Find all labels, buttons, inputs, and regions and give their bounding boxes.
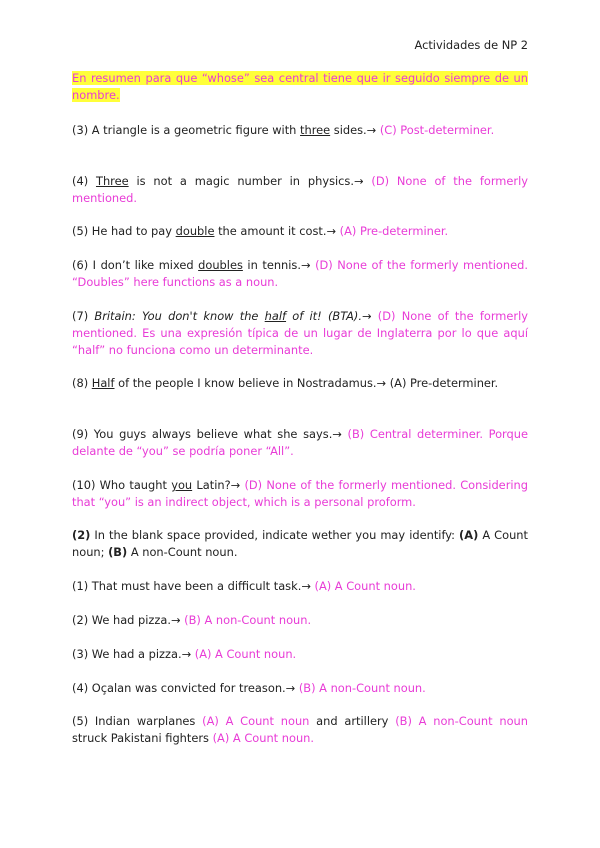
underlined-word: you [171, 478, 193, 492]
item-text: in tennis.→ [242, 258, 316, 272]
answer-text: (B) A non-Count noun. [184, 613, 312, 627]
option-label: (B) [108, 544, 128, 559]
underlined-word: Half [91, 376, 115, 390]
answer-text: (D) None of the formerly mentioned. Es una expresión típica de un lugar de Inglaterra por lo que aquí “half” no funciona como un determinante. [72, 309, 528, 357]
exercise-item [72, 375, 528, 392]
answer-text: (A) A Count noun [195, 714, 310, 728]
exercise-item [72, 173, 528, 207]
item-text: (9) You guys always believe what she says.→ [72, 427, 348, 441]
item-text: (7) [72, 309, 95, 323]
underlined-word: half [264, 309, 287, 323]
exercise-item [72, 223, 528, 240]
exercise-item [72, 477, 528, 511]
exercise-item [72, 612, 528, 629]
exercise-item [72, 713, 528, 747]
underlined-word: Three [95, 174, 129, 188]
section-number: (2) [72, 528, 91, 542]
option-text: A Count noun; [72, 528, 528, 559]
item-text: struck Pakistani fighters [72, 730, 213, 745]
item-text: (8) [72, 376, 92, 390]
italic-text: Britain: You don't know the [94, 309, 265, 323]
answer-text: (C) Post-determiner. [379, 123, 495, 137]
exercise-item [72, 122, 528, 139]
instruction-text: In the blank space provided, indicate wether you may identify: [90, 528, 460, 542]
item-text: Latin?→ [192, 478, 245, 492]
answer-text: (A) A Count noun. [194, 647, 297, 661]
option-label: (A) [459, 528, 479, 542]
item-text: (6) I don’t like mixed [72, 258, 199, 272]
underlined-word: double [175, 224, 215, 238]
item-text: (4) [72, 174, 96, 188]
option-text: A non-Count noun. [127, 544, 238, 559]
italic-text: of it! (BTA). [286, 309, 362, 323]
exercise-item [72, 646, 528, 663]
item-text: of the people I know believe in Nostradamus.→ (A) Pre-determiner. [114, 376, 499, 390]
exercise-item [72, 680, 528, 697]
answer-text: (A) A Count noun. [212, 730, 315, 745]
section-instruction [72, 527, 528, 561]
answer-text: (B) A non-Count noun. [298, 681, 426, 695]
answer-text: (D) None of the formerly mentioned. Considering that “you” is an indirect object, which is a personal proform. [72, 478, 528, 509]
answer-text: (B) A non-Count noun [395, 714, 528, 728]
underlined-word: doubles [198, 258, 243, 272]
item-text: (2) We had pizza.→ [72, 613, 185, 627]
exercise-item [72, 257, 528, 291]
item-text: is not a magic number in physics.→ [128, 174, 372, 188]
answer-text: (D) None of the formerly mentioned. [72, 174, 528, 205]
answer-text: (A) Pre-determiner. [339, 224, 449, 238]
item-text: sides.→ [330, 123, 380, 137]
exercise-item [72, 578, 528, 595]
answer-text: (A) A Count noun. [314, 579, 416, 593]
summary-note [72, 70, 528, 104]
item-text: (5) Indian warplanes [72, 714, 196, 728]
answer-text: (B) Central determiner. Porque delante de “you” se podría poner “All”. [72, 427, 528, 458]
item-text: (1) That must have been a difficult task.→ [72, 579, 315, 593]
exercise-item [72, 308, 528, 358]
item-text: (3) A triangle is a geometric figure with [72, 123, 301, 137]
item-text: the amount it cost.→ [214, 224, 340, 238]
underlined-word: three [300, 123, 331, 137]
item-text: (5) He had to pay [72, 224, 176, 238]
page-header: Actividades de NP 2 [414, 38, 528, 52]
item-text: (3) We had a pizza.→ [72, 647, 195, 661]
item-text: (10) Who taught [72, 478, 172, 492]
exercise-item [72, 426, 528, 460]
item-text: (4) Oçalan was convicted for treason.→ [72, 681, 299, 695]
answer-text: (D) None of the formerly mentioned. “Doubles” here functions as a noun. [72, 258, 528, 289]
item-text: and artillery [309, 714, 396, 728]
item-text: → [362, 309, 378, 323]
summary-highlight: En resumen para que “whose” sea central tiene que ir seguido siempre de un nombre. [72, 71, 528, 102]
